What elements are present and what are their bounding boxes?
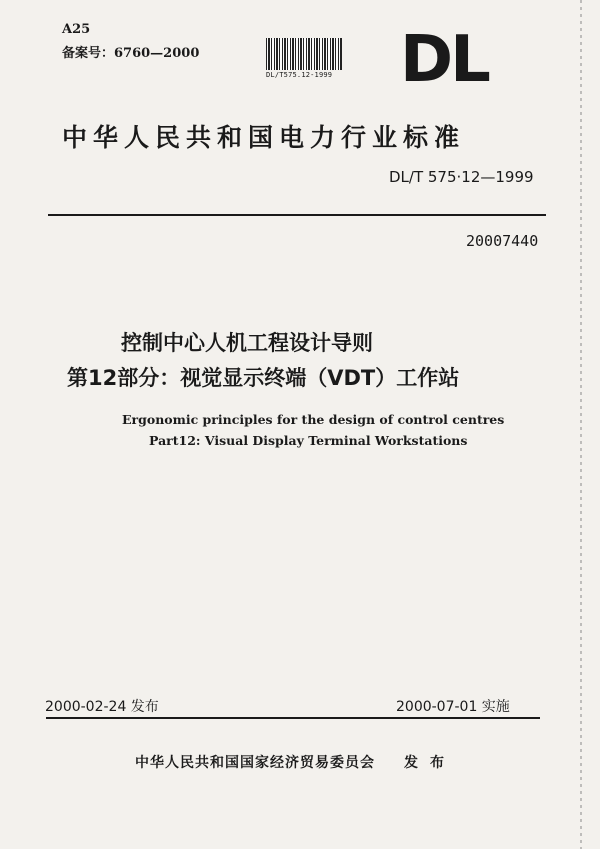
standard-number: DL/T 575·12—1999 [389,168,534,186]
serial-number: 20007440 [466,232,539,250]
title-en-line1: Ergonomic principles for the design of control centres [122,412,505,427]
title-en-line2: Part12: Visual Display Terminal Workstations [149,433,468,448]
title-zh-line2: 第12部分：视觉显示终端（VDT）工作站 [67,366,460,390]
record-number: 备案号：6760—2000 [62,46,200,61]
issue-date: 2000-02-24 发布 [45,699,159,715]
issuer-verb: 发布 [404,755,456,771]
organization-title: 中华人民共和国电力行业标准 [62,123,466,152]
barcode-text: DL/T575.12-1999 [266,71,333,79]
classification-code: A25 [62,22,91,37]
implementation-date: 2000-07-01 实施 [396,699,510,715]
dl-logo: DL [400,23,488,97]
issuer-name: 中华人民共和国国家经济贸易委员会 [135,755,375,771]
header-divider [48,214,546,216]
footer-divider [46,717,540,719]
scan-edge-shadow [580,0,582,849]
barcode [266,38,342,70]
title-zh-line1: 控制中心人机工程设计导则 [121,331,373,355]
